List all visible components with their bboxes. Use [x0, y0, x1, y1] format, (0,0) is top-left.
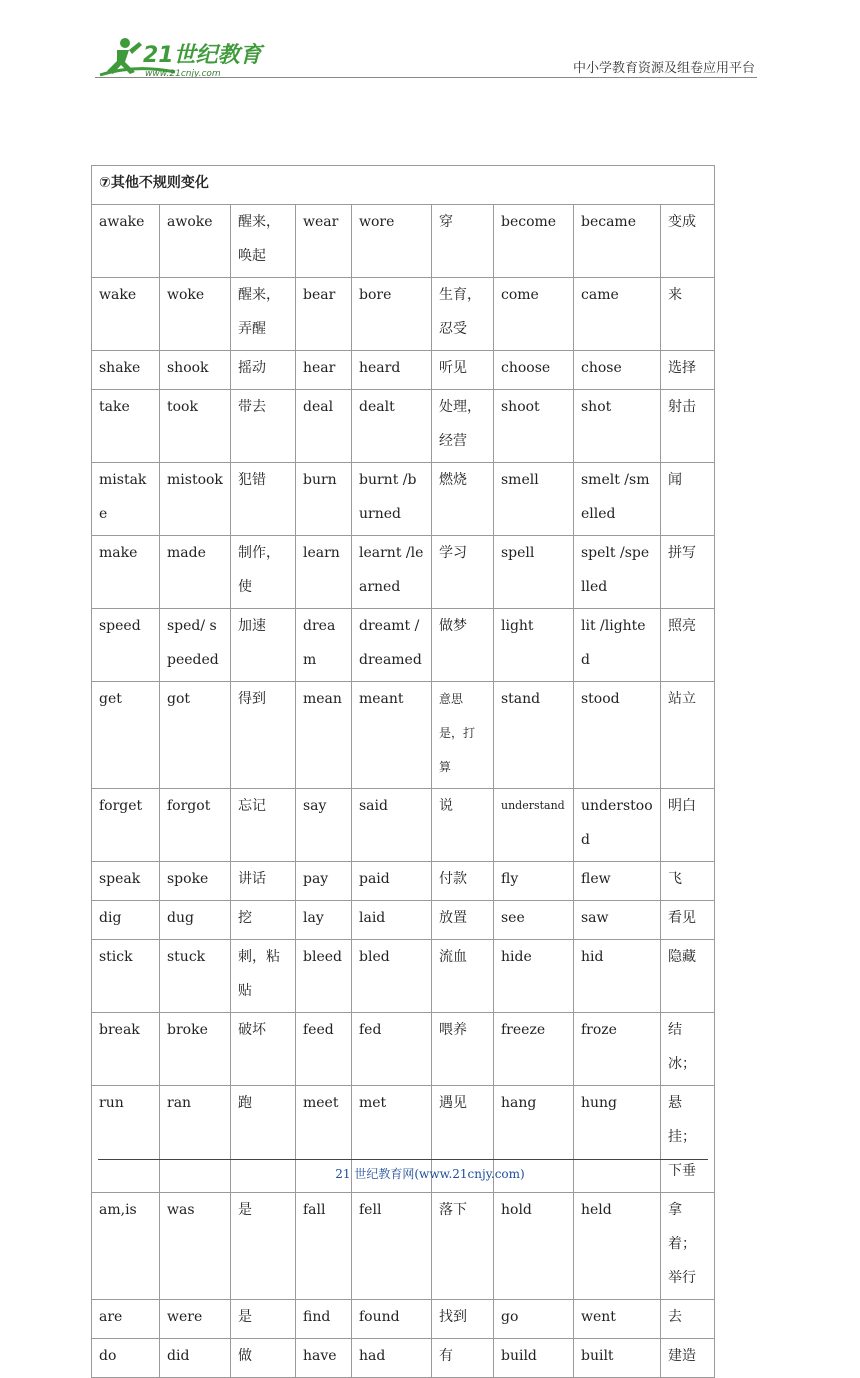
table-cell: light	[494, 609, 574, 682]
table-row	[92, 463, 715, 536]
table-cell: make	[92, 536, 160, 609]
table-cell: go	[494, 1300, 574, 1339]
table-row	[92, 682, 715, 789]
table-cell: 做梦	[432, 609, 494, 682]
logo	[95, 34, 265, 80]
table-cell: 生育，忍受	[432, 278, 494, 351]
table-cell: fell	[352, 1193, 432, 1300]
table-cell: 跑	[231, 1086, 296, 1193]
table-cell: 照亮	[661, 609, 715, 682]
table-cell: 悬挂；下垂	[661, 1086, 715, 1193]
table-cell: spoke	[160, 862, 231, 901]
table-cell: woke	[160, 278, 231, 351]
table-cell: 隐藏	[661, 940, 715, 1013]
table-cell: 是	[231, 1193, 296, 1300]
table-cell: fed	[352, 1013, 432, 1086]
table-cell: held	[574, 1193, 661, 1300]
table-cell: made	[160, 536, 231, 609]
table-cell: burn	[296, 463, 352, 536]
table-cell: learn	[296, 536, 352, 609]
table-cell: shook	[160, 351, 231, 390]
table-cell: 加速	[231, 609, 296, 682]
table-cell: find	[296, 1300, 352, 1339]
table-cell: had	[352, 1339, 432, 1378]
logo-text: 21世纪教育	[143, 43, 262, 68]
table-cell: 刺，粘贴	[231, 940, 296, 1013]
table-cell: learnt /learned	[352, 536, 432, 609]
table-cell: 意思是，打算	[432, 682, 494, 789]
table-cell: stick	[92, 940, 160, 1013]
table-row	[92, 351, 715, 390]
table-cell: hung	[574, 1086, 661, 1193]
table-cell: stand	[494, 682, 574, 789]
table-cell: 得到	[231, 682, 296, 789]
table-cell: saw	[574, 901, 661, 940]
table-cell: 闻	[661, 463, 715, 536]
table-cell: hid	[574, 940, 661, 1013]
table-cell: were	[160, 1300, 231, 1339]
table-title: ⑦其他不规则变化	[92, 166, 715, 205]
table-cell: 学习	[432, 536, 494, 609]
table-cell: 讲话	[231, 862, 296, 901]
table-cell: come	[494, 278, 574, 351]
table-cell: came	[574, 278, 661, 351]
table-cell: 去	[661, 1300, 715, 1339]
table-cell: are	[92, 1300, 160, 1339]
table-cell: became	[574, 205, 661, 278]
table-cell: meant	[352, 682, 432, 789]
table-cell: was	[160, 1193, 231, 1300]
table-cell: awoke	[160, 205, 231, 278]
table-cell: 看见	[661, 901, 715, 940]
table-cell: understand	[494, 789, 574, 862]
table-row	[92, 1339, 715, 1378]
table-cell: do	[92, 1339, 160, 1378]
table-cell: mistook	[160, 463, 231, 536]
table-cell: 做	[231, 1339, 296, 1378]
table-row	[92, 789, 715, 862]
table-cell: 变成	[661, 205, 715, 278]
table-cell: 说	[432, 789, 494, 862]
header-right-text: 中小学教育资源及组卷应用平台	[572, 61, 755, 76]
table-cell: meet	[296, 1086, 352, 1193]
table-cell: 明白	[661, 789, 715, 862]
table-cell: deal	[296, 390, 352, 463]
table-cell: 醒来，弄醒	[231, 278, 296, 351]
table-cell: wear	[296, 205, 352, 278]
table-cell: built	[574, 1339, 661, 1378]
table-cell: become	[494, 205, 574, 278]
table-cell: fly	[494, 862, 574, 901]
table-cell: have	[296, 1339, 352, 1378]
logo-url-text: www.21cnjy.com	[145, 69, 221, 79]
table-cell: 破坏	[231, 1013, 296, 1086]
table-cell: 找到	[432, 1300, 494, 1339]
table-cell: awake	[92, 205, 160, 278]
table-cell: take	[92, 390, 160, 463]
table-cell: 喂养	[432, 1013, 494, 1086]
table-cell: 穿	[432, 205, 494, 278]
table-cell: hang	[494, 1086, 574, 1193]
table-row	[92, 901, 715, 940]
table-cell: stuck	[160, 940, 231, 1013]
table-row	[92, 862, 715, 901]
table-cell: run	[92, 1086, 160, 1193]
table-cell: lit /lighted	[574, 609, 661, 682]
table-cell: paid	[352, 862, 432, 901]
table-cell: mistake	[92, 463, 160, 536]
table-cell: 落下	[432, 1193, 494, 1300]
table-cell: bore	[352, 278, 432, 351]
table-cell: laid	[352, 901, 432, 940]
table-cell: 燃烧	[432, 463, 494, 536]
table-cell: feed	[296, 1013, 352, 1086]
table-cell: say	[296, 789, 352, 862]
table-cell: 处理，经营	[432, 390, 494, 463]
table-title-row	[92, 166, 715, 205]
table-cell: spell	[494, 536, 574, 609]
table-cell: 流血	[432, 940, 494, 1013]
table-cell: am,is	[92, 1193, 160, 1300]
runner-logo-icon	[95, 34, 265, 80]
table-cell: get	[92, 682, 160, 789]
table-row	[92, 205, 715, 278]
table-cell: smell	[494, 463, 574, 536]
header-divider	[95, 77, 757, 78]
table-cell: 放置	[432, 901, 494, 940]
table-cell: flew	[574, 862, 661, 901]
footer-text: 21 世纪教育网(www.21cnjy.com)	[335, 1167, 525, 1181]
table-cell: 是	[231, 1300, 296, 1339]
table-cell: 醒来，唤起	[231, 205, 296, 278]
table-row	[92, 390, 715, 463]
table-cell: speed	[92, 609, 160, 682]
table-cell: mean	[296, 682, 352, 789]
table-cell: bear	[296, 278, 352, 351]
table-cell: choose	[494, 351, 574, 390]
table-cell: 带去	[231, 390, 296, 463]
table-cell: hide	[494, 940, 574, 1013]
table-cell: bled	[352, 940, 432, 1013]
table-cell: 制作，使	[231, 536, 296, 609]
table-cell: build	[494, 1339, 574, 1378]
table-cell: 有	[432, 1339, 494, 1378]
table-cell: freeze	[494, 1013, 574, 1086]
table-cell: 结冰；	[661, 1013, 715, 1086]
table-cell: ran	[160, 1086, 231, 1193]
table-cell: 付款	[432, 862, 494, 901]
table-row	[92, 609, 715, 682]
table-cell: break	[92, 1013, 160, 1086]
table-cell: 摇动	[231, 351, 296, 390]
table-cell: forgot	[160, 789, 231, 862]
table-cell: lay	[296, 901, 352, 940]
table-cell: 忘记	[231, 789, 296, 862]
table-cell: broke	[160, 1013, 231, 1086]
table-cell: shake	[92, 351, 160, 390]
table-cell: 遇见	[432, 1086, 494, 1193]
table-cell: dreamt /dreamed	[352, 609, 432, 682]
table-cell: pay	[296, 862, 352, 901]
table-cell: dig	[92, 901, 160, 940]
table-row	[92, 1300, 715, 1339]
table-cell: see	[494, 901, 574, 940]
table-cell: shoot	[494, 390, 574, 463]
table-cell: wore	[352, 205, 432, 278]
table-cell: got	[160, 682, 231, 789]
page-header	[95, 28, 755, 78]
table-row	[92, 1193, 715, 1300]
table-cell: 拼写	[661, 536, 715, 609]
table-cell: speak	[92, 862, 160, 901]
table-cell: sped/ speeded	[160, 609, 231, 682]
table-cell: 选择	[661, 351, 715, 390]
table-cell: dealt	[352, 390, 432, 463]
table-row	[92, 536, 715, 609]
table-cell: heard	[352, 351, 432, 390]
table-row	[92, 278, 715, 351]
table-cell: went	[574, 1300, 661, 1339]
table-cell: 来	[661, 278, 715, 351]
table-cell: met	[352, 1086, 432, 1193]
table-cell: understood	[574, 789, 661, 862]
table-cell: hold	[494, 1193, 574, 1300]
table-cell: found	[352, 1300, 432, 1339]
table-cell: bleed	[296, 940, 352, 1013]
table-cell: stood	[574, 682, 661, 789]
table-cell: 拿着；举行	[661, 1193, 715, 1300]
table-cell: spelt /spelled	[574, 536, 661, 609]
table-cell: did	[160, 1339, 231, 1378]
table-cell: 建造	[661, 1339, 715, 1378]
table-cell: chose	[574, 351, 661, 390]
table-cell: 射击	[661, 390, 715, 463]
table-cell: forget	[92, 789, 160, 862]
table-row	[92, 1013, 715, 1086]
footer-divider	[98, 1159, 708, 1160]
table-cell: dug	[160, 901, 231, 940]
table-cell: burnt /burned	[352, 463, 432, 536]
table-cell: froze	[574, 1013, 661, 1086]
table-cell: dream	[296, 609, 352, 682]
table-cell: hear	[296, 351, 352, 390]
table-row	[92, 940, 715, 1013]
table-cell: shot	[574, 390, 661, 463]
table-cell: wake	[92, 278, 160, 351]
table-cell: smelt /smelled	[574, 463, 661, 536]
table-cell: 挖	[231, 901, 296, 940]
table-cell: said	[352, 789, 432, 862]
table-cell: took	[160, 390, 231, 463]
table-cell: 听见	[432, 351, 494, 390]
irregular-verbs-table	[91, 165, 715, 1378]
table-cell: 站立	[661, 682, 715, 789]
table-cell: 飞	[661, 862, 715, 901]
table-cell: 犯错	[231, 463, 296, 536]
table-cell: fall	[296, 1193, 352, 1300]
